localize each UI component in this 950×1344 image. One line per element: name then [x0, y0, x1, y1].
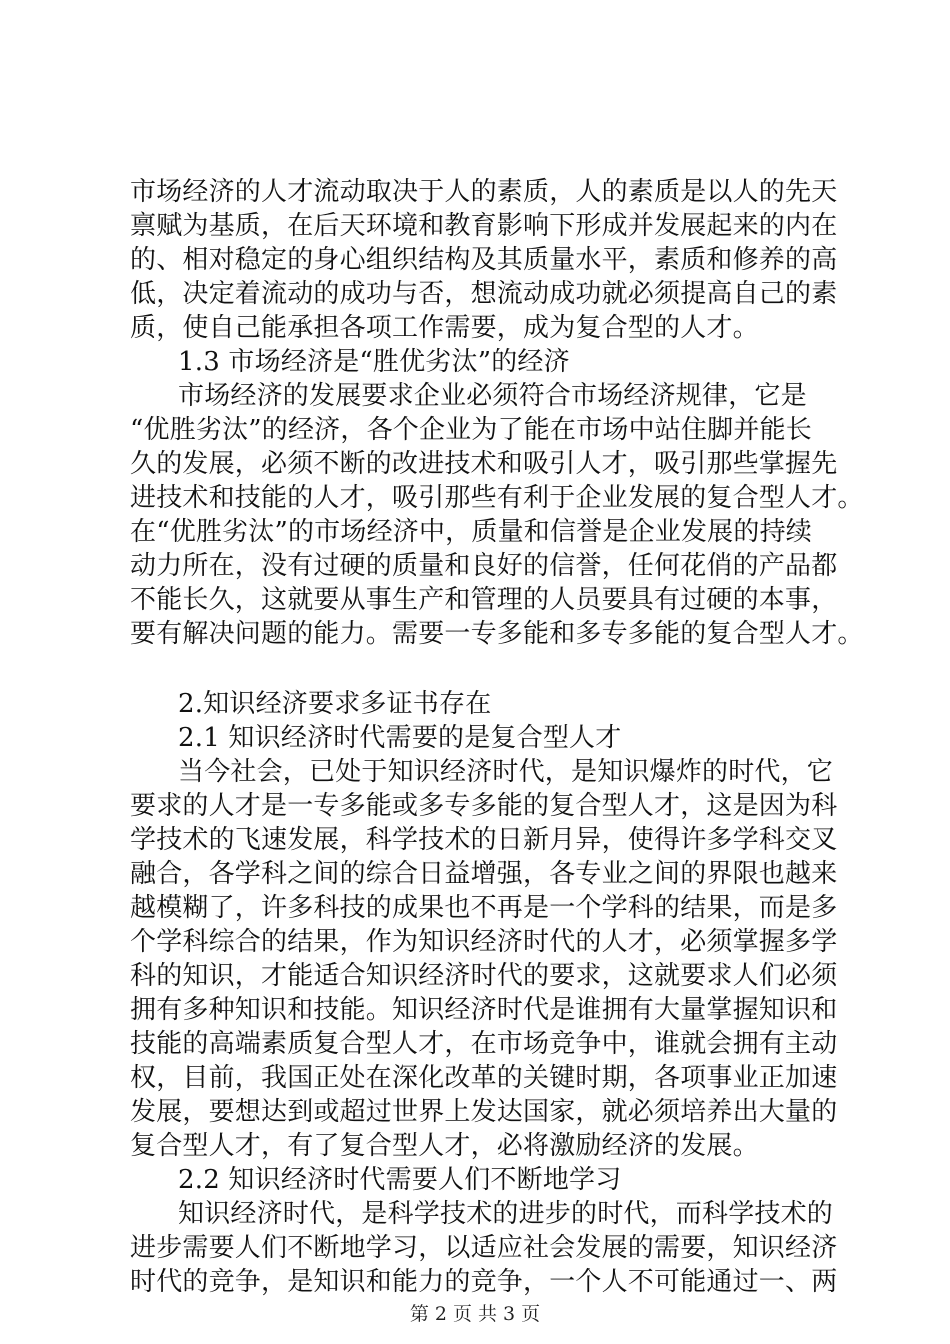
paragraph-line: 拥有多种知识和技能。知识经济时代是谁拥有大量掌握知识和: [130, 995, 838, 1025]
paragraph-line: 市场经济的发展要求企业必须符合市场经济规律，它是: [178, 381, 807, 411]
paragraph-line: 发展，要想达到或超过世界上发达国家，就必须培养出大量的: [130, 1097, 838, 1127]
paragraph-line: 当今社会，已处于知识经济时代，是知识爆炸的时代，它: [178, 757, 834, 787]
paragraph-line: 质，使自己能承担各项工作需要，成为复合型的人才。: [130, 313, 759, 343]
paragraph-line: 的、相对稳定的身心组织结构及其质量水平，素质和修养的高: [130, 245, 838, 275]
paragraph-line: 进步需要人们不断地学习，以适应社会发展的需要，知识经济: [130, 1233, 838, 1263]
paragraph-line: 要有解决问题的能力。需要一专多能和多专多能的复合型人才。: [130, 619, 864, 649]
paragraph-line: 要求的人才是一专多能或多专多能的复合型人才，这是因为科: [130, 791, 838, 821]
paragraph-line: 技能的高端素质复合型人才，在市场竞争中，谁就会拥有主动: [130, 1029, 838, 1059]
page-number-footer: 第 2 页 共 3 页: [409, 1303, 541, 1325]
paragraph-line: 个学科综合的结果，作为知识经济时代的人才，必须掌握多学: [130, 927, 838, 957]
paragraph-line: 低，决定着流动的成功与否，想流动成功就必须提高自己的素: [130, 279, 838, 309]
section-heading-2: 2.知识经济要求多证书存在: [178, 689, 492, 719]
paragraph-line: “优胜劣汰”的经济，各个企业为了能在市场中站住脚并能长: [130, 415, 812, 445]
paragraph-line: 市场经济的人才流动取决于人的素质，人的素质是以人的先天: [130, 177, 838, 207]
paragraph-line: 权，目前，我国正处在深化改革的关键时期，各项事业正加速: [130, 1063, 838, 1093]
paragraph-line: 在“优胜劣汰”的市场经济中，质量和信誉是企业发展的持续: [130, 517, 812, 547]
paragraph-line: 科的知识，才能适合知识经济时代的要求，这就要求人们必须: [130, 961, 838, 991]
paragraph-line: 久的发展，必须不断的改进技术和吸引人才，吸引那些掌握先: [130, 449, 838, 479]
paragraph-line: 复合型人才，有了复合型人才，必将激励经济的发展。: [130, 1131, 759, 1161]
paragraph-line: 融合，各学科之间的综合日益增强，各专业之间的界限也越来: [130, 859, 838, 889]
paragraph-line: 时代的竞争，是知识和能力的竞争，一个人不可能通过一、两: [130, 1267, 838, 1297]
section-heading-1-3: 1.3 市场经济是“胜优劣汰”的经济: [178, 347, 570, 377]
paragraph-line: 禀赋为基质，在后天环境和教育影响下形成并发展起来的内在: [130, 211, 838, 241]
paragraph-line: 动力所在，没有过硬的质量和良好的信誉，任何花俏的产品都: [130, 551, 838, 581]
paragraph-line: 不能长久，这就要从事生产和管理的人员要具有过硬的本事，: [130, 585, 838, 615]
section-heading-2-1: 2.1 知识经济时代需要的是复合型人才: [178, 723, 622, 753]
section-heading-2-2: 2.2 知识经济时代需要人们不断地学习: [178, 1165, 622, 1195]
paragraph-line: 越模糊了，许多科技的成果也不再是一个学科的结果，而是多: [130, 893, 838, 923]
paragraph-line: 学技术的飞速发展，科学技术的日新月异，使得许多学科交叉: [130, 825, 838, 855]
paragraph-line: 进技术和技能的人才，吸引那些有利于企业发展的复合型人才。: [130, 483, 864, 513]
paragraph-line: 知识经济时代，是科学技术的进步的时代，而科学技术的: [178, 1199, 834, 1229]
